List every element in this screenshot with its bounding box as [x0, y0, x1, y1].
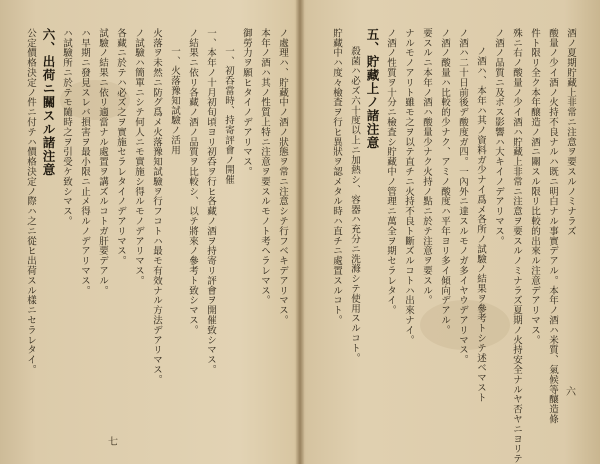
text-column: ノ酒ハ、本年ハ其ノ資料ガ少ナイ爲メ各所ノ試驗ノ結果ヲ參考トシテ述ベマスト — [475, 46, 486, 403]
text-column: 一、初呑當時、持寄評會ノ開催 — [223, 46, 234, 185]
text-column: 試驗ノ結果ニ依リ適當ナル處置ヲ講ズルコトガ肝要デアル。 — [97, 28, 108, 296]
right-page — [318, 28, 576, 464]
text-column: 要スルニ本年ノ酒ハ酸量少ナク火持ノ點ニ於テ注意ヲ要スル。 — [421, 28, 432, 306]
section-heading: 五、貯藏上ノ諸注意 — [365, 28, 380, 150]
text-column: 殺菌ハ必ズ六十度以上ニ加熱シ、容器ハ充分ニ洗滌シテ使用スルコト。 — [349, 46, 360, 363]
text-column: 各藏ニ於テハ必ズ之ヲ實施セラレタイノデアリマス。 — [115, 28, 126, 266]
left-page — [25, 28, 288, 428]
text-column: 御勞力ヲ願ヒタイノデアリマス。 — [241, 28, 252, 177]
text-column: ノ試驗ハ簡單ニシテ何人ニモ實施シ得ルモノデアリマス。 — [133, 28, 144, 286]
text-column: 火落ヲ未然ニ防グ爲メ火落豫知試驗ヲ行フコトハ最モ有效ナル方法デアリマス。 — [151, 28, 162, 385]
text-column: 本年ノ酒ハ其ノ性質上特ニ注意ヲ要スルモノト考ヘラレマス。 — [259, 28, 270, 306]
text-column: 一、本年ノ十月初旬頃ヨリ初呑ヲ行ヒ各藏ノ酒ヲ持寄リ評會ヲ開催致シマス。 — [205, 28, 216, 375]
text-column: ノ酒ハ二十日前後デ酸度ガ四。一內外ニ達スルモノガ多イヤウデアリマス。 — [457, 28, 468, 365]
text-column: ナルモノアリト雖モ之ヲ以テ直チニ火持不良ト斷ズルコトハ出來ナイ。 — [403, 28, 414, 345]
text-column: ノ酒ノ酸量ハ比較的少ナク、アミノ酸度ハ平年ヨリ多イ傾向デアル。 — [439, 28, 450, 335]
text-column: 公定價格決定ノ件ニ付テハ價格決定ノ際ハ之ニ從ヒ出荷スル樣ニセラレタイ。 — [25, 28, 36, 375]
text-column: 殊ニ右ノ酸量ノ少イ酒ハ貯藏上非常ニ注意ヲ要スルノミナラズ夏期ノ火持安全ナルヤ否ヤニヨリテ — [511, 28, 522, 464]
book-spine — [296, 0, 304, 464]
text-column: ノ結果ニ依リ各藏ノ酒ノ品質ヲ比較シ、以テ將來ノ參考ト致シマス。 — [187, 28, 198, 335]
text-column: 酸量ノ少イ酒ノ火持不良ナルハ既ニ明白ナル事實デアル。本年ノ酒ハ米質、氣候等釀造條 — [547, 28, 558, 424]
section-heading: 六、出荷ニ關スル諸注意 — [41, 28, 56, 177]
text-column: 貯藏中ハ度々檢査ヲ行ヒ異狀ヲ認メタル時ハ直チニ處置スルコト。 — [331, 28, 342, 325]
text-column: 酒ノ夏期貯藏上非常ニ注意ヲ要スルノミナラズ — [565, 28, 576, 236]
text-column: ノ酒ノ性質ヲ十分ニ檢査シ貯藏中ノ管理ニ萬全ヲ期セラレタイ。 — [385, 28, 396, 316]
left-page-number: 七 — [108, 437, 118, 448]
text-column: 一、火落豫知試驗ノ活用 — [169, 46, 180, 155]
right-page-number: 六 — [566, 387, 576, 398]
text-column: ノ處理ハ、貯藏中ノ酒ノ狀態ヲ常ニ注意シテ行フベキデアリマス。 — [277, 28, 288, 325]
text-column: ノ酒ノ品質ニ及ボス影響ハ大キイノデアリマス。 — [493, 28, 504, 246]
text-column: ハ早期ニ發見スレバ損害ヲ最小限ニ止メ得ルノデアリマス。 — [79, 28, 90, 296]
text-column: ハ試驗所ニ於テモ隨時之ヲ引受ケ致シマス。 — [61, 28, 72, 226]
text-column: 件ト限リ全ク本年醸造ノ酒ニ關スル限リ比較的出來ル注意デアリマス。 — [529, 28, 540, 345]
